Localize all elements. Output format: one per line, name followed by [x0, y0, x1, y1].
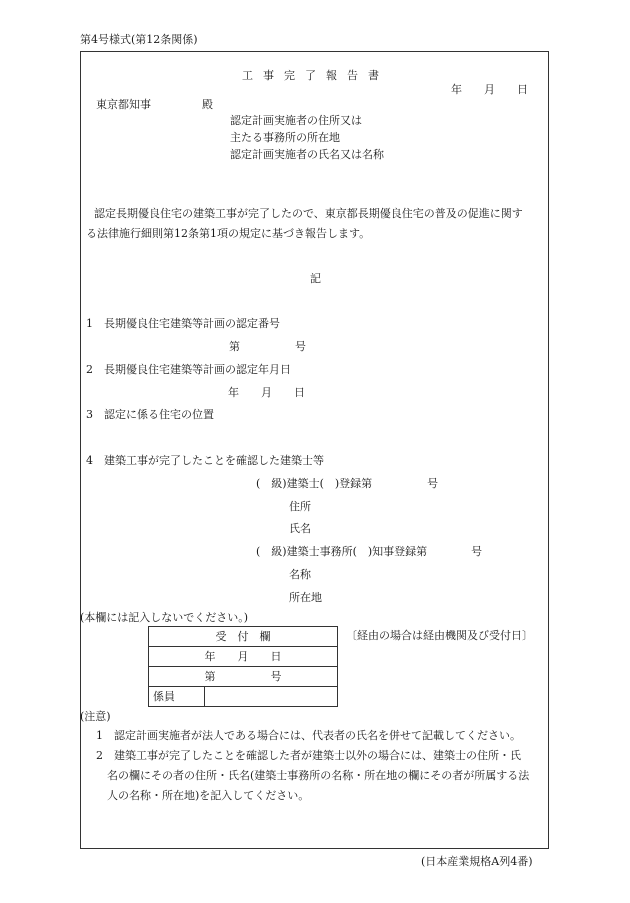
reception-staff-value — [205, 687, 338, 707]
applicant-name-label: 認定計画実施者の氏名又は名称 — [230, 148, 384, 161]
form-label: 第4号様式(第12条関係) — [80, 33, 198, 46]
item-4-label: 4 建築工事が完了したことを確認した建築士等 — [86, 454, 324, 467]
via-note: 〔経由の場合は経由機関及び受付日〕 — [346, 629, 533, 642]
item-2-label: 2 長期優良住宅建築等計画の認定年月日 — [86, 363, 291, 376]
reception-date: 年 月 日 — [149, 647, 338, 667]
footer-standard: (日本産業規格A列4番) — [421, 855, 533, 868]
notes-heading: (注意) — [80, 710, 111, 723]
applicant-address-label-2: 主たる事務所の所在地 — [230, 131, 340, 144]
architect-registration: ( 級)建築士( )登録第 号 — [256, 477, 439, 490]
reception-staff-label: 係員 — [149, 687, 205, 707]
body-line-2: る法律施行細則第12条第1項の規定に基づき報告します。 — [86, 227, 371, 240]
applicant-address-label-1: 認定計画実施者の住所又は — [230, 114, 362, 127]
body-line-1: 認定長期優良住宅の建築工事が完了したので、東京都長期優良住宅の普及の促進に関す — [94, 207, 523, 220]
note-1: 1 認定計画実施者が法人である場合には、代表者の氏名を併せて記載してください。 — [96, 729, 521, 742]
reception-table — [148, 626, 338, 707]
architect-name-label: 氏名 — [289, 522, 311, 535]
note-2-line-1: 2 建築工事が完了したことを確認した者が建築士以外の場合には、建築士の住所・氏 — [96, 749, 521, 762]
office-location-label: 所在地 — [289, 591, 322, 604]
note-2-line-2: 名の欄にその者の住所・氏名(建築士事務所の名称・所在地の欄にその者が所属する法 — [107, 769, 530, 782]
addressee: 東京都知事 — [96, 98, 151, 111]
office-use-note: (本欄には記入しないでください。) — [80, 611, 249, 624]
architect-address-label: 住所 — [289, 500, 311, 513]
reception-number: 第 号 — [149, 667, 338, 687]
office-registration: ( 級)建築士事務所( )知事登録第 号 — [256, 545, 483, 558]
honorific: 殿 — [202, 98, 213, 111]
ki-heading: 記 — [310, 272, 321, 285]
item-1-value: 第 号 — [229, 340, 306, 353]
date-line: 年 月 日 — [451, 83, 528, 96]
reception-header: 受 付 欄 — [149, 627, 338, 647]
office-name-label: 名称 — [289, 568, 311, 581]
page-title: 工事完了報告書 — [242, 69, 389, 82]
item-1-label: 1 長期優良住宅建築等計画の認定番号 — [86, 317, 280, 330]
item-3-label: 3 認定に係る住宅の位置 — [86, 408, 214, 421]
item-2-value: 年 月 日 — [228, 386, 305, 399]
note-2-line-3: 人の名称・所在地)を記入してください。 — [107, 789, 310, 802]
